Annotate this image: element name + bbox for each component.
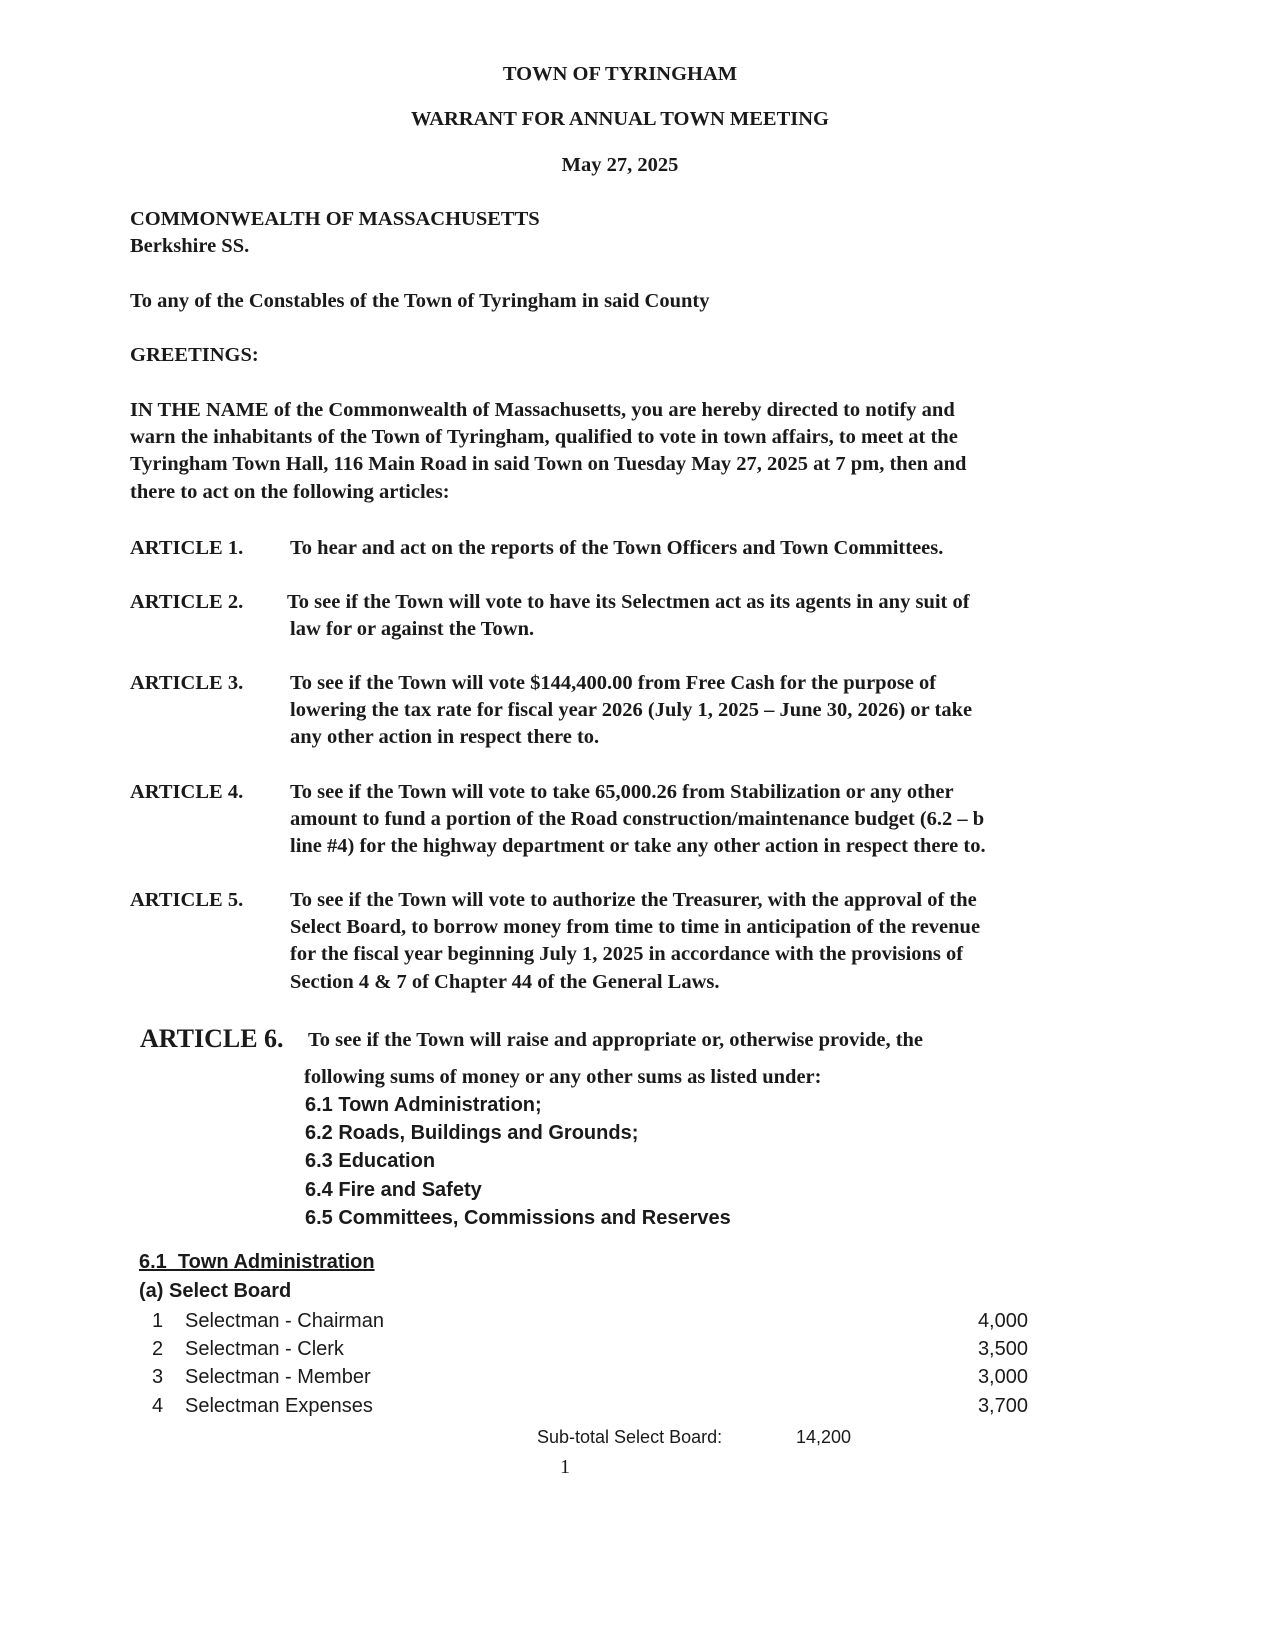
intro-paragraph [130, 397, 966, 506]
article-text: Section 4 & 7 of Chapter 44 of the General Laws. [290, 970, 720, 993]
article-text: To see if the Town will vote to have its Selectmen act as its agents in any suit of [287, 591, 970, 613]
article-text: lowering the tax rate for fiscal year 2026 (July 1, 2025 – June 30, 2026) or take [290, 699, 973, 722]
budget-row [152, 1395, 1028, 1418]
budget-row [152, 1310, 1028, 1333]
section-heading: 6.1 Town Administration [139, 1251, 375, 1273]
row-number: 3 [152, 1366, 164, 1388]
category-item: 6.1 Town Administration; [305, 1094, 542, 1116]
town-heading: TOWN OF TYRINGHAM [502, 63, 738, 85]
greeting: GREETINGS: [130, 344, 259, 366]
article-label: ARTICLE 2. [130, 591, 244, 613]
subtotal-label: Sub-total Select Board: [537, 1427, 723, 1447]
article-label: ARTICLE 5. [130, 889, 244, 911]
article-text: following sums of money or any other sums as listed under: [304, 1066, 822, 1088]
category-list [305, 1091, 731, 1232]
row-amount: 3,700 [977, 1395, 1028, 1417]
article-text: amount to fund a portion of the Road construction/maintenance budget (6.2 – b [290, 808, 985, 831]
category-item: 6.2 Roads, Buildings and Grounds; [305, 1122, 639, 1145]
subsection-heading: (a) Select Board [139, 1280, 292, 1302]
article-text: for the fiscal year beginning July 1, 2025 in accordance with the provisions of [290, 943, 964, 966]
county: Berkshire SS. [130, 235, 250, 257]
category-item: 6.3 Education [305, 1150, 436, 1173]
intro-line: warn the inhabitants of the Town of Tyringham, qualified to vote in town affairs, to meet at the [130, 426, 958, 449]
row-number: 1 [152, 1310, 164, 1332]
article-text: Select Board, to borrow money from time to time in anticipation of the revenue [290, 916, 981, 939]
row-name: Selectman Expenses [185, 1395, 373, 1417]
article-text: line #4) for the highway department or take any other action in respect there to. [290, 835, 986, 858]
meeting-date: May 27, 2025 [561, 154, 679, 176]
article-label: ARTICLE 3. [130, 672, 244, 694]
row-amount: 3,500 [977, 1338, 1028, 1360]
article-text: To hear and act on the reports of the Town Officers and Town Committees. [290, 537, 944, 559]
row-amount: 3,000 [977, 1366, 1028, 1388]
intro-line: Tyringham Town Hall, 116 Main Road in said Town on Tuesday May 27, 2025 at 7 pm, then and [130, 453, 967, 476]
article-label: ARTICLE 1. [130, 537, 244, 559]
category-item: 6.5 Committees, Commissions and Reserves [305, 1206, 731, 1229]
commonwealth: COMMONWEALTH OF MASSACHUSETTS [130, 208, 540, 230]
article-label: ARTICLE 6. [140, 1024, 284, 1053]
article-text: law for or against the Town. [290, 618, 535, 641]
intro-line: there to act on the following articles: [130, 480, 450, 503]
warrant-title: WARRANT FOR ANNUAL TOWN MEETING [410, 108, 830, 130]
row-name: Selectman - Clerk [185, 1338, 344, 1360]
row-number: 4 [152, 1395, 164, 1417]
row-name: Selectman - Chairman [185, 1310, 384, 1332]
page-number: 1 [560, 1456, 570, 1478]
article-text: To see if the Town will vote to authorize the Treasurer, with the approval of the [290, 889, 977, 911]
budget-row [152, 1366, 1028, 1389]
row-amount: 4,000 [977, 1310, 1028, 1332]
budget-row [152, 1338, 1028, 1361]
row-name: Selectman - Member [185, 1366, 371, 1388]
article-text: To see if the Town will vote to take 65,000.26 from Stabilization or any other [290, 781, 954, 803]
address-line: To any of the Constables of the Town of Tyringham in said County [130, 290, 710, 312]
row-number: 2 [152, 1338, 164, 1360]
article-text: To see if the Town will vote $144,400.00 from Free Cash for the purpose of [290, 672, 937, 694]
intro-line: IN THE NAME of the Commonwealth of Massachusetts, you are hereby directed to notify and [130, 399, 955, 421]
article-label: ARTICLE 4. [130, 781, 244, 803]
category-item: 6.4 Fire and Safety [305, 1178, 482, 1201]
subtotal-value: 14,200 [796, 1427, 852, 1447]
article-text: any other action in respect there to. [290, 726, 600, 749]
article-text: To see if the Town will raise and appropriate or, otherwise provide, the [308, 1029, 924, 1051]
